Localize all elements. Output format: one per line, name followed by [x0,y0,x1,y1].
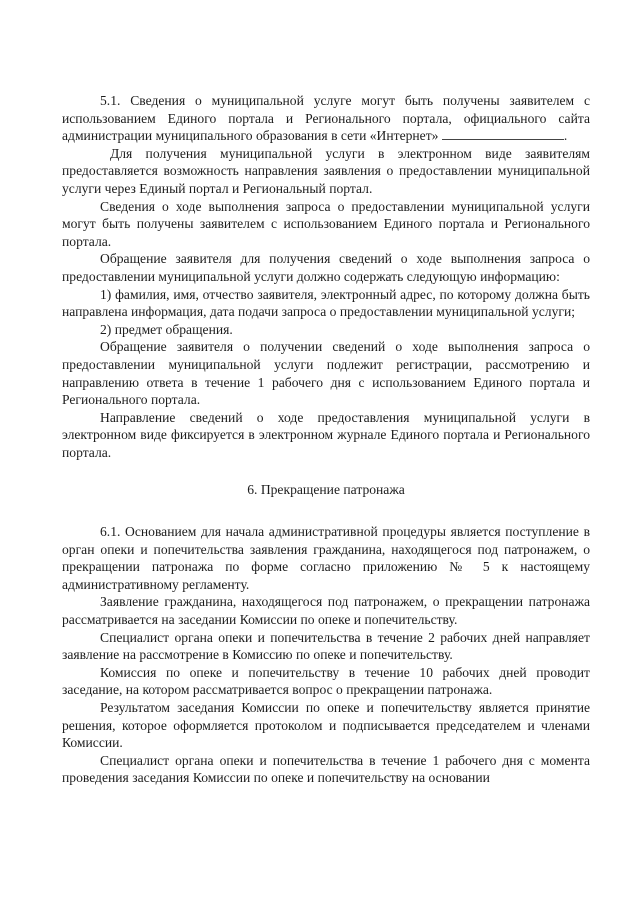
paragraph-logged: Направление сведений о ходе предоставления муниципальной услуги в электронном виде фиксируется в электронном журнале Единого портала и Регионального портала. [62,409,590,460]
paragraph-5-1-text: 5.1. Сведения о муниципальной услуге могут быть получены заявителем с использованием Единого портала и Регионального портала, официального сайта администрации муниципального образования в сети «Интернет» [62,93,590,144]
paragraph-statement: Заявление гражданина, находящегося под патронажем, о прекращении патронажа рассматривается на заседании Комиссии по опеке и попечительству. [62,594,590,628]
paragraph-5-1 [62,92,590,145]
blank-fill-line [442,129,564,140]
paragraph-result: Результатом заседания Комиссии по опеке и попечительству является принятие решения, которое оформляется протоколом и подписывается председателем и членами Комиссии. [62,700,590,751]
paragraph-5-1-tail: . [563,128,568,144]
document-page [62,92,590,787]
paragraph-request: Обращение заявителя для получения сведений о ходе выполнения запроса о предоставлении муниципальной услуги должно содержать следующую информацию: [62,251,590,284]
paragraph-specialist: Специалист органа опеки и попечительства в течение 2 рабочих дней направляет заявление на рассмотрение в Комиссию по опеке и попечительству. [62,629,590,663]
paragraph-6-1: 6.1. Основанием для начала административной процедуры является поступление в орган опеки и попечительства заявления гражданина, находящегося под патронажем, о прекращении патронажа по форме согласно приложению № 5 к настоящему административному регламенту. [62,524,590,592]
list-item-2: 2) предмет обращения. [100,321,233,337]
list-item-1: 1) фамилия, имя, отчество заявителя, электронный адрес, по которому должна быть направлена информация, дата подачи запроса о предоставлении муниципальной услуги; [62,286,590,320]
paragraph-electronic: Для получения муниципальной услуги в электронном виде заявителям предоставляется возможность направления заявления о предоставлении муниципальной услуги через Единый портал и Региональный портал. [62,145,590,196]
paragraph-commission: Комиссия по опеке и попечительству в течение 10 рабочих дней проводит заседание, на котором рассматривается вопрос о прекращении патронажа. [62,664,590,698]
paragraph-progress: Сведения о ходе выполнения запроса о предоставлении муниципальной услуги могут быть получены заявителем с использованием Единого портала и Регионального портала. [62,198,590,249]
section-6-title: 6. Прекращение патронажа [247,482,405,498]
paragraph-registration: Обращение заявителя о получении сведений о ходе выполнения запроса о предоставлении муниципальной услуги подлежит регистрации, рассмотрению и направлению ответа в течение 1 рабочего дня с использованием Единого портала и Регионального портала. [62,339,590,408]
paragraph-last: Специалист органа опеки и попечительства в течение 1 рабочего дня с момента проведения заседания Комиссии по опеке и попечительству на основании [62,752,590,786]
